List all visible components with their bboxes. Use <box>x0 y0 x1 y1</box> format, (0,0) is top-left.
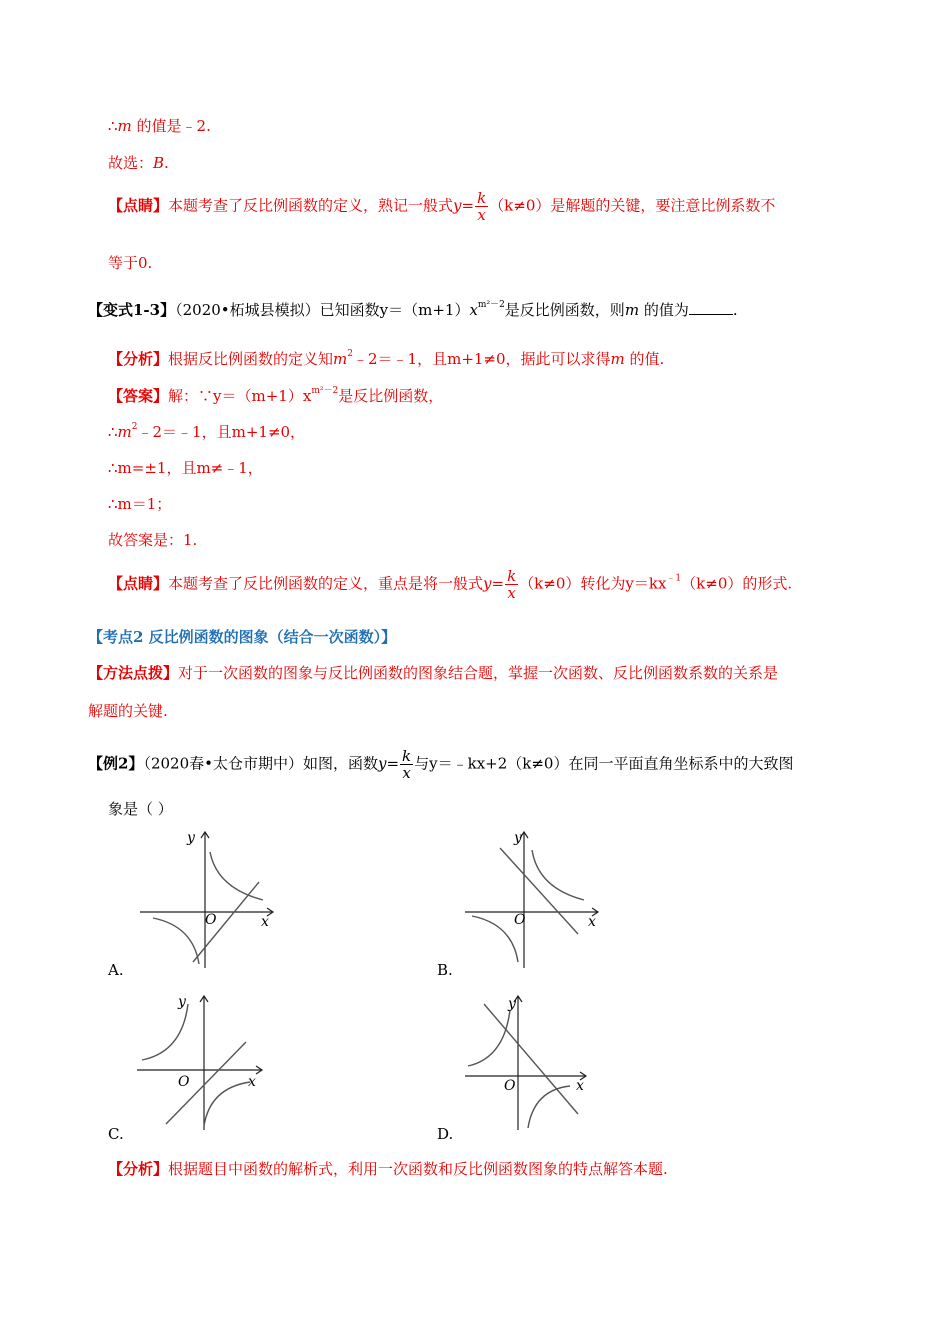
origin-label: O <box>504 1078 516 1094</box>
x-label: x <box>576 1078 584 1094</box>
x-label: x <box>261 914 269 930</box>
dianjing-1: 【点睛】本题考查了反比例函数的定义，熟记一般式y= $\frac{k}{x}$ （k≠0）是解题的关键，要注意比例系数不 <box>108 189 776 224</box>
linear-line <box>193 882 259 962</box>
linear-line <box>500 848 578 934</box>
hyperbola-q1 <box>210 852 263 900</box>
dianjing-1-cont: 等于0. <box>108 254 153 272</box>
hyperbola-q3 <box>472 916 518 962</box>
fraction-k-over-x: $\frac{k}{x}$ <box>477 189 487 224</box>
fraction-k-over-x: $\frac{k}{x}$ <box>402 747 412 782</box>
variant-daan: 【答案】解：$\because y=(m+1)x^{m^2-2}$是反比例函数， <box>108 386 444 405</box>
linear-line <box>484 1004 578 1114</box>
y-label: y <box>187 830 195 846</box>
graph-option-c[interactable] <box>132 990 282 1135</box>
variant-step-2: ∴m=±1，且m≠﹣1， <box>108 459 263 477</box>
method-tip-cont: 解题的关键. <box>88 702 168 720</box>
hyperbola-q2 <box>142 1004 188 1060</box>
hyperbola-q4 <box>204 1082 250 1126</box>
variant-1-3-question: 【变式1-3】（2020•柘城县模拟）已知函数$y=(m+1)x^{m^2-2}$是反比例函数，则m 的值为 . <box>88 300 738 319</box>
origin-label: O <box>514 912 526 928</box>
variant-final: 故答案是：1. <box>108 531 198 549</box>
option-d-label[interactable]: D. <box>437 1125 454 1143</box>
y-label: y <box>514 830 522 846</box>
kaodian-heading: 【考点2 反比例函数的图象（结合一次函数）】 <box>88 628 397 646</box>
variant-step-3: ∴m＝1； <box>108 495 172 513</box>
example-2-question: 【例2】（2020春•太仓市期中）如图，函数y= $\frac{k}{x}$ 与y＝﹣kx+2（k≠0）在同一平面直角坐标系中的大致图 <box>88 747 794 782</box>
y-label: y <box>508 996 516 1012</box>
choose-answer: 故选：B. <box>108 154 169 172</box>
origin-label: O <box>205 912 217 928</box>
option-b-label[interactable]: B. <box>437 961 453 979</box>
x-label: x <box>588 914 596 930</box>
example-2-question-cont: 象是（ ） <box>108 800 173 818</box>
method-tip: 【方法点拨】对于一次函数的图象与反比例函数的图象结合题，掌握一次函数、反比例函数系数的关系是 <box>88 664 779 682</box>
origin-label: O <box>178 1074 190 1090</box>
graph-option-a[interactable] <box>135 828 285 973</box>
therefore-m-value: ∴m 的值是﹣2. <box>108 117 211 135</box>
option-c-label[interactable]: C. <box>108 1125 124 1143</box>
answer-blank <box>689 300 733 315</box>
graph-option-d[interactable] <box>460 990 610 1135</box>
fraction-k-over-x: $\frac{k}{x}$ <box>507 567 517 602</box>
x-label: x <box>248 1074 256 1090</box>
example-2-fenxi: 【分析】根据题目中函数的解析式，利用一次函数和反比例函数图象的特点解答本题. <box>108 1160 668 1178</box>
hyperbola-q2 <box>468 1010 510 1066</box>
variant-fenxi: 【分析】根据反比例函数的定义知$m^2﹣2=﹣1$，且m+1≠0，据此可以求得m 的值. <box>108 349 665 368</box>
variant-step-1: $\therefore m^2﹣2=﹣1$，且m+1≠0， <box>108 422 306 441</box>
variant-dianjing: 【点睛】本题考查了反比例函数的定义，重点是将一般式y= $\frac{k}{x}$ （k≠0）转化为$y=kx^{﹣1}(k\ne 0)$的形式. <box>108 567 793 602</box>
graph-option-b[interactable] <box>460 828 610 973</box>
hyperbola-q3 <box>153 918 199 964</box>
option-a-label[interactable]: A. <box>108 961 124 979</box>
y-label: y <box>178 994 186 1010</box>
hyperbola-q4 <box>528 1086 570 1128</box>
